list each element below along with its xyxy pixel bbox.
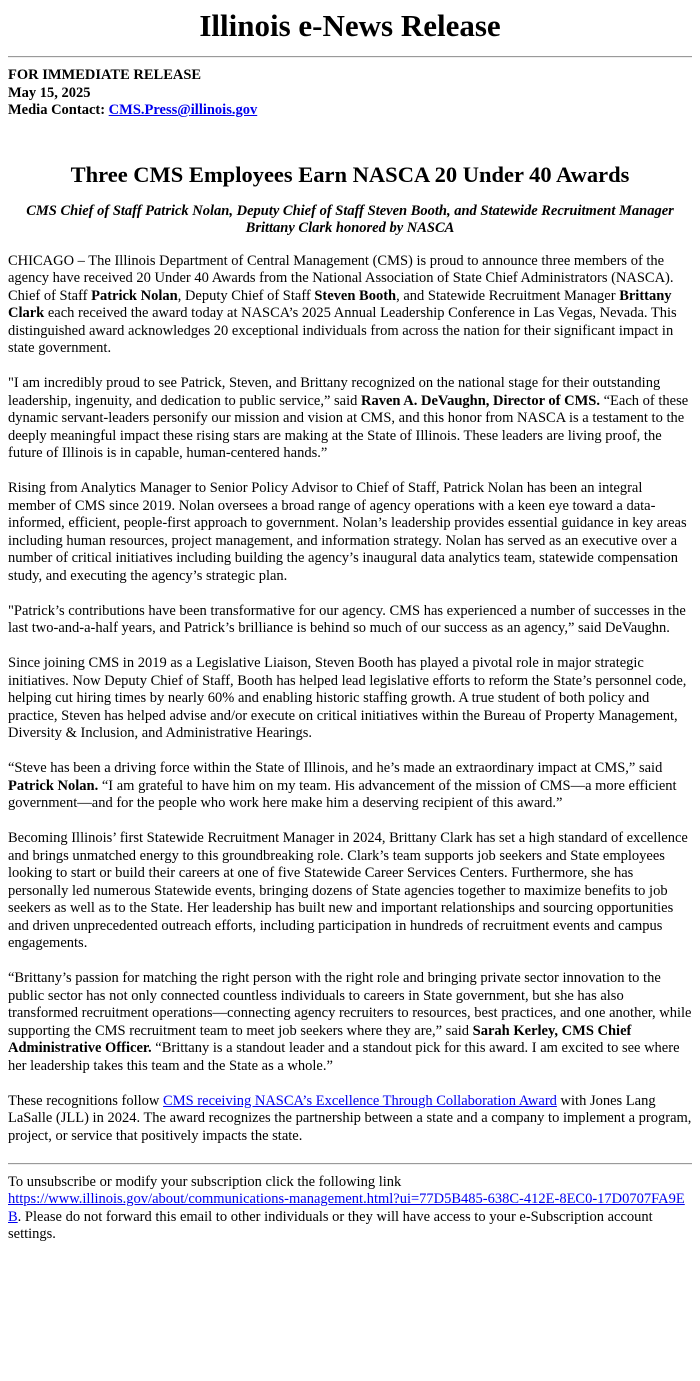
release-date: May 15, 2025 bbox=[8, 84, 91, 101]
text-run: “Each of these dynamic servant-leaders personify our mission and vision at CMS, and this honor from NASCA is a testament to the deeply meaningful impact these rising stars are making at the State of Illinois. These leaders are living proof, the future of Illinois is in capable, human-centered hands.” bbox=[8, 392, 689, 461]
text-run: These recognitions follow bbox=[8, 1092, 164, 1109]
page-title: Illinois e-News Release bbox=[199, 8, 501, 43]
media-contact-email-link[interactable]: CMS.Press@illinois.gov bbox=[108, 102, 258, 118]
media-contact bbox=[8, 102, 692, 120]
header-divider bbox=[8, 56, 692, 58]
release-meta bbox=[8, 67, 692, 120]
text-run: “I am grateful to have him on my team. His advancement of the mission of CMS—a more efficient government—and for the people who work here make him a deserving recipient of this award.” bbox=[8, 777, 677, 811]
collaboration-award-link[interactable]: CMS receiving NASCA’s Excellence Through Collaboration Award bbox=[163, 1092, 557, 1109]
email-body bbox=[0, 8, 700, 1244]
article-headline: Three CMS Employees Earn NASCA 20 Under 40 Awards bbox=[70, 161, 630, 187]
article-paragraph-4: "Patrick’s contributions have been transformative for our agency. CMS has experienced a number of successes in the last two-and-a-half years, and Patrick’s brilliance is behind so much of our success as an agency,” said DeVaughn. bbox=[8, 602, 686, 636]
footer-divider bbox=[8, 1163, 692, 1165]
article-paragraph-9 bbox=[8, 1093, 692, 1146]
text-run: , Deputy Chief of Staff bbox=[177, 287, 315, 304]
text-run: , and Statewide Recruitment Manager bbox=[396, 287, 620, 304]
article-paragraph-7: Becoming Illinois’ first Statewide Recruitment Manager in 2024, Brittany Clark has set a high standard of excellence and brings unmatched energy to this groundbreaking role. Clark’s team supports job seekers and State employees looking to start or build their careers at one of five Statewide Career Services Centers. Furthermore, she has personally led numerous Statewide events, bringing dozens of State agencies together to maximize benefits to job seekers as well as to the State. Her leadership has built new and important relationships and sourcing opportunities and driven unprecedented outreach efforts, including participation in hundreds of recruitment events and campus engagements. bbox=[8, 830, 688, 951]
text-run: “Steve has been a driving force within the State of Illinois, and he’s made an extraordinary impact at CMS,” said bbox=[8, 760, 663, 776]
article-paragraph-8 bbox=[8, 970, 692, 1075]
article-subhead: CMS Chief of Staff Patrick Nolan, Deputy Chief of Staff Steven Booth, and Statewide Recruitment Manager Brittany Clark honored by NASCA bbox=[26, 202, 674, 236]
name-steven-booth: Steven Booth bbox=[314, 287, 397, 304]
speaker-kerley: Sarah Kerley, CMS Chief Administrative Officer. bbox=[8, 1022, 632, 1056]
release-label: FOR IMMEDIATE RELEASE bbox=[8, 67, 202, 83]
speaker-devaughn: Raven A. DeVaughn, Director of CMS. bbox=[361, 392, 600, 409]
unsubscribe-intro: To unsubscribe or modify your subscription click the following link bbox=[8, 1173, 402, 1190]
article-paragraph-5: Since joining CMS in 2019 as a Legislative Liaison, Steven Booth has played a pivotal role in major strategic initiatives. Now Deputy Chief of Staff, Booth has helped lead legislative efforts to reform the State’s personnel code, helping cut hiring times by nearly 60% and enabling historic staffing growth. A true student of both policy and practice, Steven has helped advise and/or execute on critical initiatives within the Bureau of Property Management, Diversity & Inclusion, and Administrative Hearings. bbox=[8, 655, 687, 741]
unsubscribe-footer bbox=[8, 1174, 692, 1244]
text-run: CHICAGO – The Illinois Department of Central Management (CMS) is proud to announce three members of the agency have received 20 Under 40 Awards from the National Association of State Chief Administrators (NASCA). Chief of Staff bbox=[8, 252, 674, 304]
name-brittany-clark: Brittany Clark bbox=[8, 287, 672, 321]
article-paragraph-2 bbox=[8, 375, 692, 463]
speaker-nolan: Patrick Nolan. bbox=[8, 777, 99, 794]
text-run: each received the award today at NASCA’s 2025 Annual Leadership Conference in Las Vegas, Nevada. This distinguished award acknowledges 20 exceptional individuals from across the nation for their significant impact in state government. bbox=[8, 305, 677, 356]
article-paragraph-6 bbox=[8, 760, 692, 813]
article-paragraph-1 bbox=[8, 253, 692, 358]
text-run: with Jones Lang LaSalle (JLL) in 2024. The award recognizes the partnership between a state and a company to implement a program, project, or service that positively impacts the state. bbox=[8, 1092, 692, 1144]
text-run: “Brittany’s passion for matching the right person with the right role and bringing private sector innovation to the public sector has not only connected countless individuals to careers in State government, but she has also transformed recruitment operations—connecting agency recruiters to resources, best practices, and one another, while supporting the CMS recruitment team to meet job seekers where they are,” said bbox=[8, 970, 692, 1039]
name-patrick-nolan: Patrick Nolan bbox=[91, 287, 178, 304]
media-contact-label: Media Contact: bbox=[8, 102, 106, 118]
text-run: “Brittany is a standout leader and a standout pick for this award. I am excited to see where her leadership takes this team and the State as a whole.” bbox=[8, 1040, 680, 1074]
unsubscribe-link[interactable]: https://www.illinois.gov/about/communications-management.html?ui=77D5B485-638C-412E-8EC0-17D0707FA9EB bbox=[8, 1191, 685, 1225]
unsubscribe-note: . Please do not forward this email to other individuals or they will have access to your e-Subscription account settings. bbox=[8, 1208, 653, 1242]
article-paragraph-3: Rising from Analytics Manager to Senior Policy Advisor to Chief of Staff, Patrick Nolan has been an integral member of CMS since 2019. Nolan oversees a broad range of agency operations with a keen eye toward a data-informed, efficient, people-first approach to government. Nolan’s leadership provides essential guidance in key areas including human resources, project management, and information strategy. Nolan has served as an executive over a number of critical initiatives including building the agency’s inaugural data analytics team, statewide compensation study, and executing the agency’s strategic plan. bbox=[8, 480, 687, 584]
text-run: "I am incredibly proud to see Patrick, Steven, and Brittany recognized on the national stage for their outstanding leadership, ingenuity, and dedication to public service,” said bbox=[8, 375, 661, 409]
